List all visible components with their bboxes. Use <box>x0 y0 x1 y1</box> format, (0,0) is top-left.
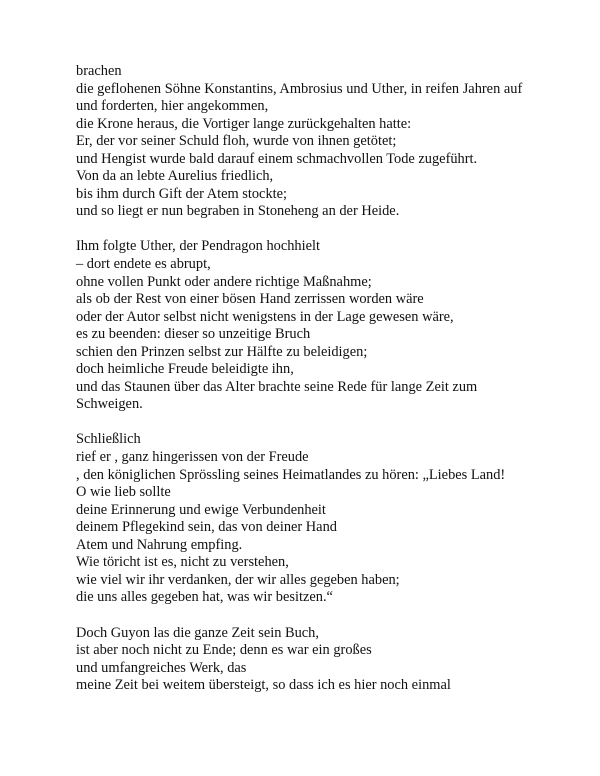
stanza-2 <box>76 238 546 413</box>
text-line: schien den Prinzen selbst zur Hälfte zu beleidigen; <box>76 343 368 360</box>
text-line: O wie lieb sollte <box>76 484 171 501</box>
text-line: bis ihm durch Gift der Atem stockte; <box>76 185 288 202</box>
text-line: und das Staunen über das Alter brachte seine Rede für lange Zeit zum Schweigen. <box>76 378 478 413</box>
text-line: Er, der vor seiner Schuld floh, wurde von ihnen getötet; <box>76 133 397 150</box>
text-line: Von da an lebte Aurelius friedlich, <box>76 168 274 185</box>
text-line: und forderten, hier angekommen, <box>76 98 269 115</box>
text-line: oder der Autor selbst nicht wenigstens in der Lage gewesen wäre, <box>76 308 454 325</box>
text-line: – dort endete es abrupt, <box>76 256 211 273</box>
stanza-4 <box>76 625 546 695</box>
text-line: die Krone heraus, die Vortiger lange zurückgehalten hatte: <box>76 115 412 132</box>
text-line: ohne vollen Punkt oder andere richtige Maßnahme; <box>76 273 372 290</box>
text-line: Schließlich <box>76 431 141 448</box>
text-line: deinem Pflegekind sein, das von deiner Hand <box>76 519 337 536</box>
text-line: die uns alles gegeben hat, was wir besitzen.“ <box>76 589 333 606</box>
text-line: Atem und Nahrung empfing. <box>76 536 243 553</box>
text-line: brachen <box>76 63 122 79</box>
stanza-3 <box>76 431 546 606</box>
text-line: Ihm folgte Uther, der Pendragon hochhielt <box>76 238 320 255</box>
text-line: Wie töricht ist es, nicht zu verstehen, <box>76 554 289 571</box>
text-line: Doch Guyon las die ganze Zeit sein Buch, <box>76 624 319 641</box>
stanza-1 <box>76 63 546 221</box>
text-line: und umfangreiches Werk, das <box>76 659 247 676</box>
poem-text <box>76 63 546 712</box>
text-line: meine Zeit bei weitem übersteigt, so dass ich es hier noch einmal <box>76 677 451 694</box>
text-line: ist aber noch nicht zu Ende; denn es war ein großes <box>76 642 372 659</box>
text-line: und Hengist wurde bald darauf einem schmachvollen Tode zugeführt. <box>76 150 478 167</box>
text-line: wie viel wir ihr verdanken, der wir alles gegeben haben; <box>76 571 400 588</box>
text-line: rief er , ganz hingerissen von der Freude <box>76 449 309 466</box>
text-line: deine Erinnerung und ewige Verbundenheit <box>76 501 326 518</box>
text-line: und so liegt er nun begraben in Stoneheng an der Heide. <box>76 203 400 220</box>
text-line: als ob der Rest von einer bösen Hand zerrissen worden wäre <box>76 291 424 308</box>
text-line: die geflohenen Söhne Konstantins, Ambrosius und Uther, in reifen Jahren auf <box>76 80 523 97</box>
text-line: , den königlichen Sprössling seines Heimatlandes zu hören: „Liebes Land! <box>76 466 506 483</box>
text-line: es zu beenden: dieser so unzeitige Bruch <box>76 326 311 343</box>
text-line: doch heimliche Freude beleidigte ihn, <box>76 361 294 378</box>
